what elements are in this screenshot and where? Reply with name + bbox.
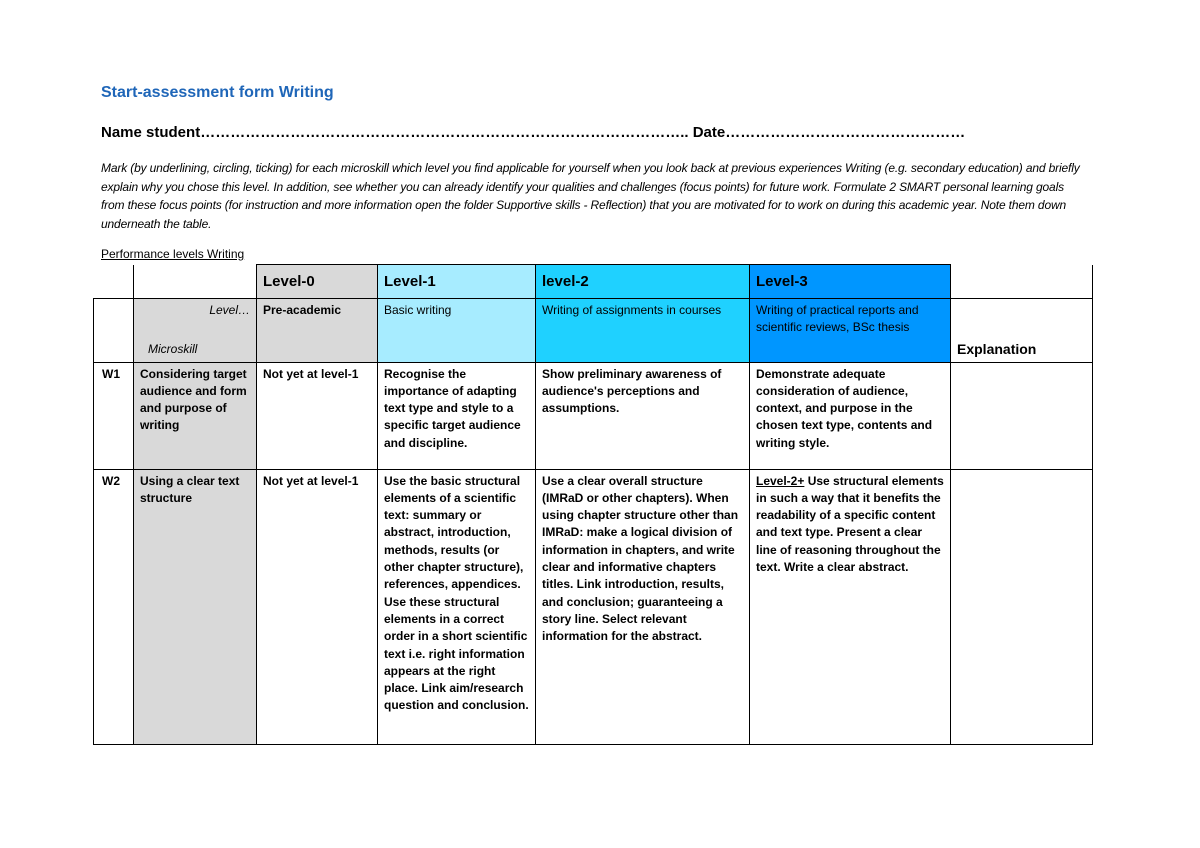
explanation-cell[interactable]: [951, 362, 1093, 469]
level-1-cell[interactable]: Use the basic structural elements of a scientific text: summary or abstract, introduction, methods, results (or other chapter structure), references, appendices. Use these structural elements in a correct order in a short scientific text i.e. right information appears at the right place. Link aim/research question and conclusion.: [378, 469, 536, 744]
page-title: Start-assessment form Writing: [101, 84, 334, 101]
level-3-cell[interactable]: Demonstrate adequate consideration of audience, context, and purpose in the chosen text type, contents and writing style.: [750, 362, 951, 469]
name-date-line: [101, 124, 965, 141]
performance-levels-caption: Performance levels Writing: [101, 247, 245, 261]
table-row: [94, 362, 1093, 469]
microskill-label: Microskill: [148, 342, 198, 357]
name-student-field[interactable]: ……………………………………………………………………………………..: [200, 124, 689, 141]
level-3-header: Level-3: [750, 265, 951, 299]
level-header-row: [94, 265, 1093, 299]
level-3-description: Writing of practical reports and scientific reviews, BSc thesis: [750, 299, 951, 363]
date-label: Date: [692, 124, 726, 141]
table-row: [94, 469, 1093, 744]
level-3-cell[interactable]: [750, 469, 951, 744]
assessment-table: [93, 264, 1093, 745]
explanation-cell[interactable]: [951, 469, 1093, 744]
date-field[interactable]: …………………………………………: [725, 124, 966, 141]
microskill-code: W2: [94, 469, 134, 744]
blank-corner-cell: [94, 265, 134, 299]
level-2-cell[interactable]: Show preliminary awareness of audience's perceptions and assumptions.: [536, 362, 750, 469]
level-1-cell[interactable]: Recognise the importance of adapting text type and style to a specific target audience and discipline.: [378, 362, 536, 469]
level-microskill-label-cell: [134, 299, 257, 363]
level-2-cell[interactable]: Use a clear overall structure (IMRaD or other chapters). When using chapter structure other than IMRaD: make a logical division of information in chapters, and write clear and informative chapters titles. Link introduction, results, and conclusion; guaranteeing a story line. Select relevant information for the abstract.: [536, 469, 750, 744]
level-0-cell[interactable]: Not yet at level-1: [257, 469, 378, 744]
blank-header-cell: [134, 265, 257, 299]
level-1-description: Basic writing: [378, 299, 536, 363]
level-0-header: Level-0: [257, 265, 378, 299]
level-1-header: Level-1: [378, 265, 536, 299]
microskill-name: Using a clear text structure: [134, 469, 257, 744]
microskill-code: W1: [94, 362, 134, 469]
name-student-label: Name student: [101, 124, 201, 141]
level-2-header: level-2: [536, 265, 750, 299]
microskill-name: Considering target audience and form and purpose of writing: [134, 362, 257, 469]
level-2-plus-label: Level-2+: [756, 473, 805, 488]
instructions-text: Mark (by underlining, circling, ticking) for each microskill which level you find applicable for yourself when you look back at previous experiences Writing (e.g. secondary education) and briefly explain why you chose this level. In addition, see whether you can already identify your qualities and challenges (focus points) for future work. Formulate 2 SMART personal learning goals from these focus points (for instruction and more information open the folder Supportive skills - Reflection) that you are motivated for to work on during this academic year. Note them down underneath the table.: [101, 161, 1080, 231]
level-2-description: Writing of assignments in courses: [536, 299, 750, 363]
level-3-text: Use structural elements in such a way that it benefits the readability of a specific content and text type. Present a clear line of reasoning throughout the text. Write a clear abstract.: [756, 473, 944, 575]
level-label: Level…: [209, 303, 250, 317]
blank-explanation-header: [951, 265, 1093, 299]
code-header-cell: [94, 299, 134, 363]
level-description-row: [94, 299, 1093, 363]
level-0-description: Pre-academic: [257, 299, 378, 363]
explanation-header: Explanation: [951, 299, 1093, 363]
level-0-cell[interactable]: Not yet at level-1: [257, 362, 378, 469]
